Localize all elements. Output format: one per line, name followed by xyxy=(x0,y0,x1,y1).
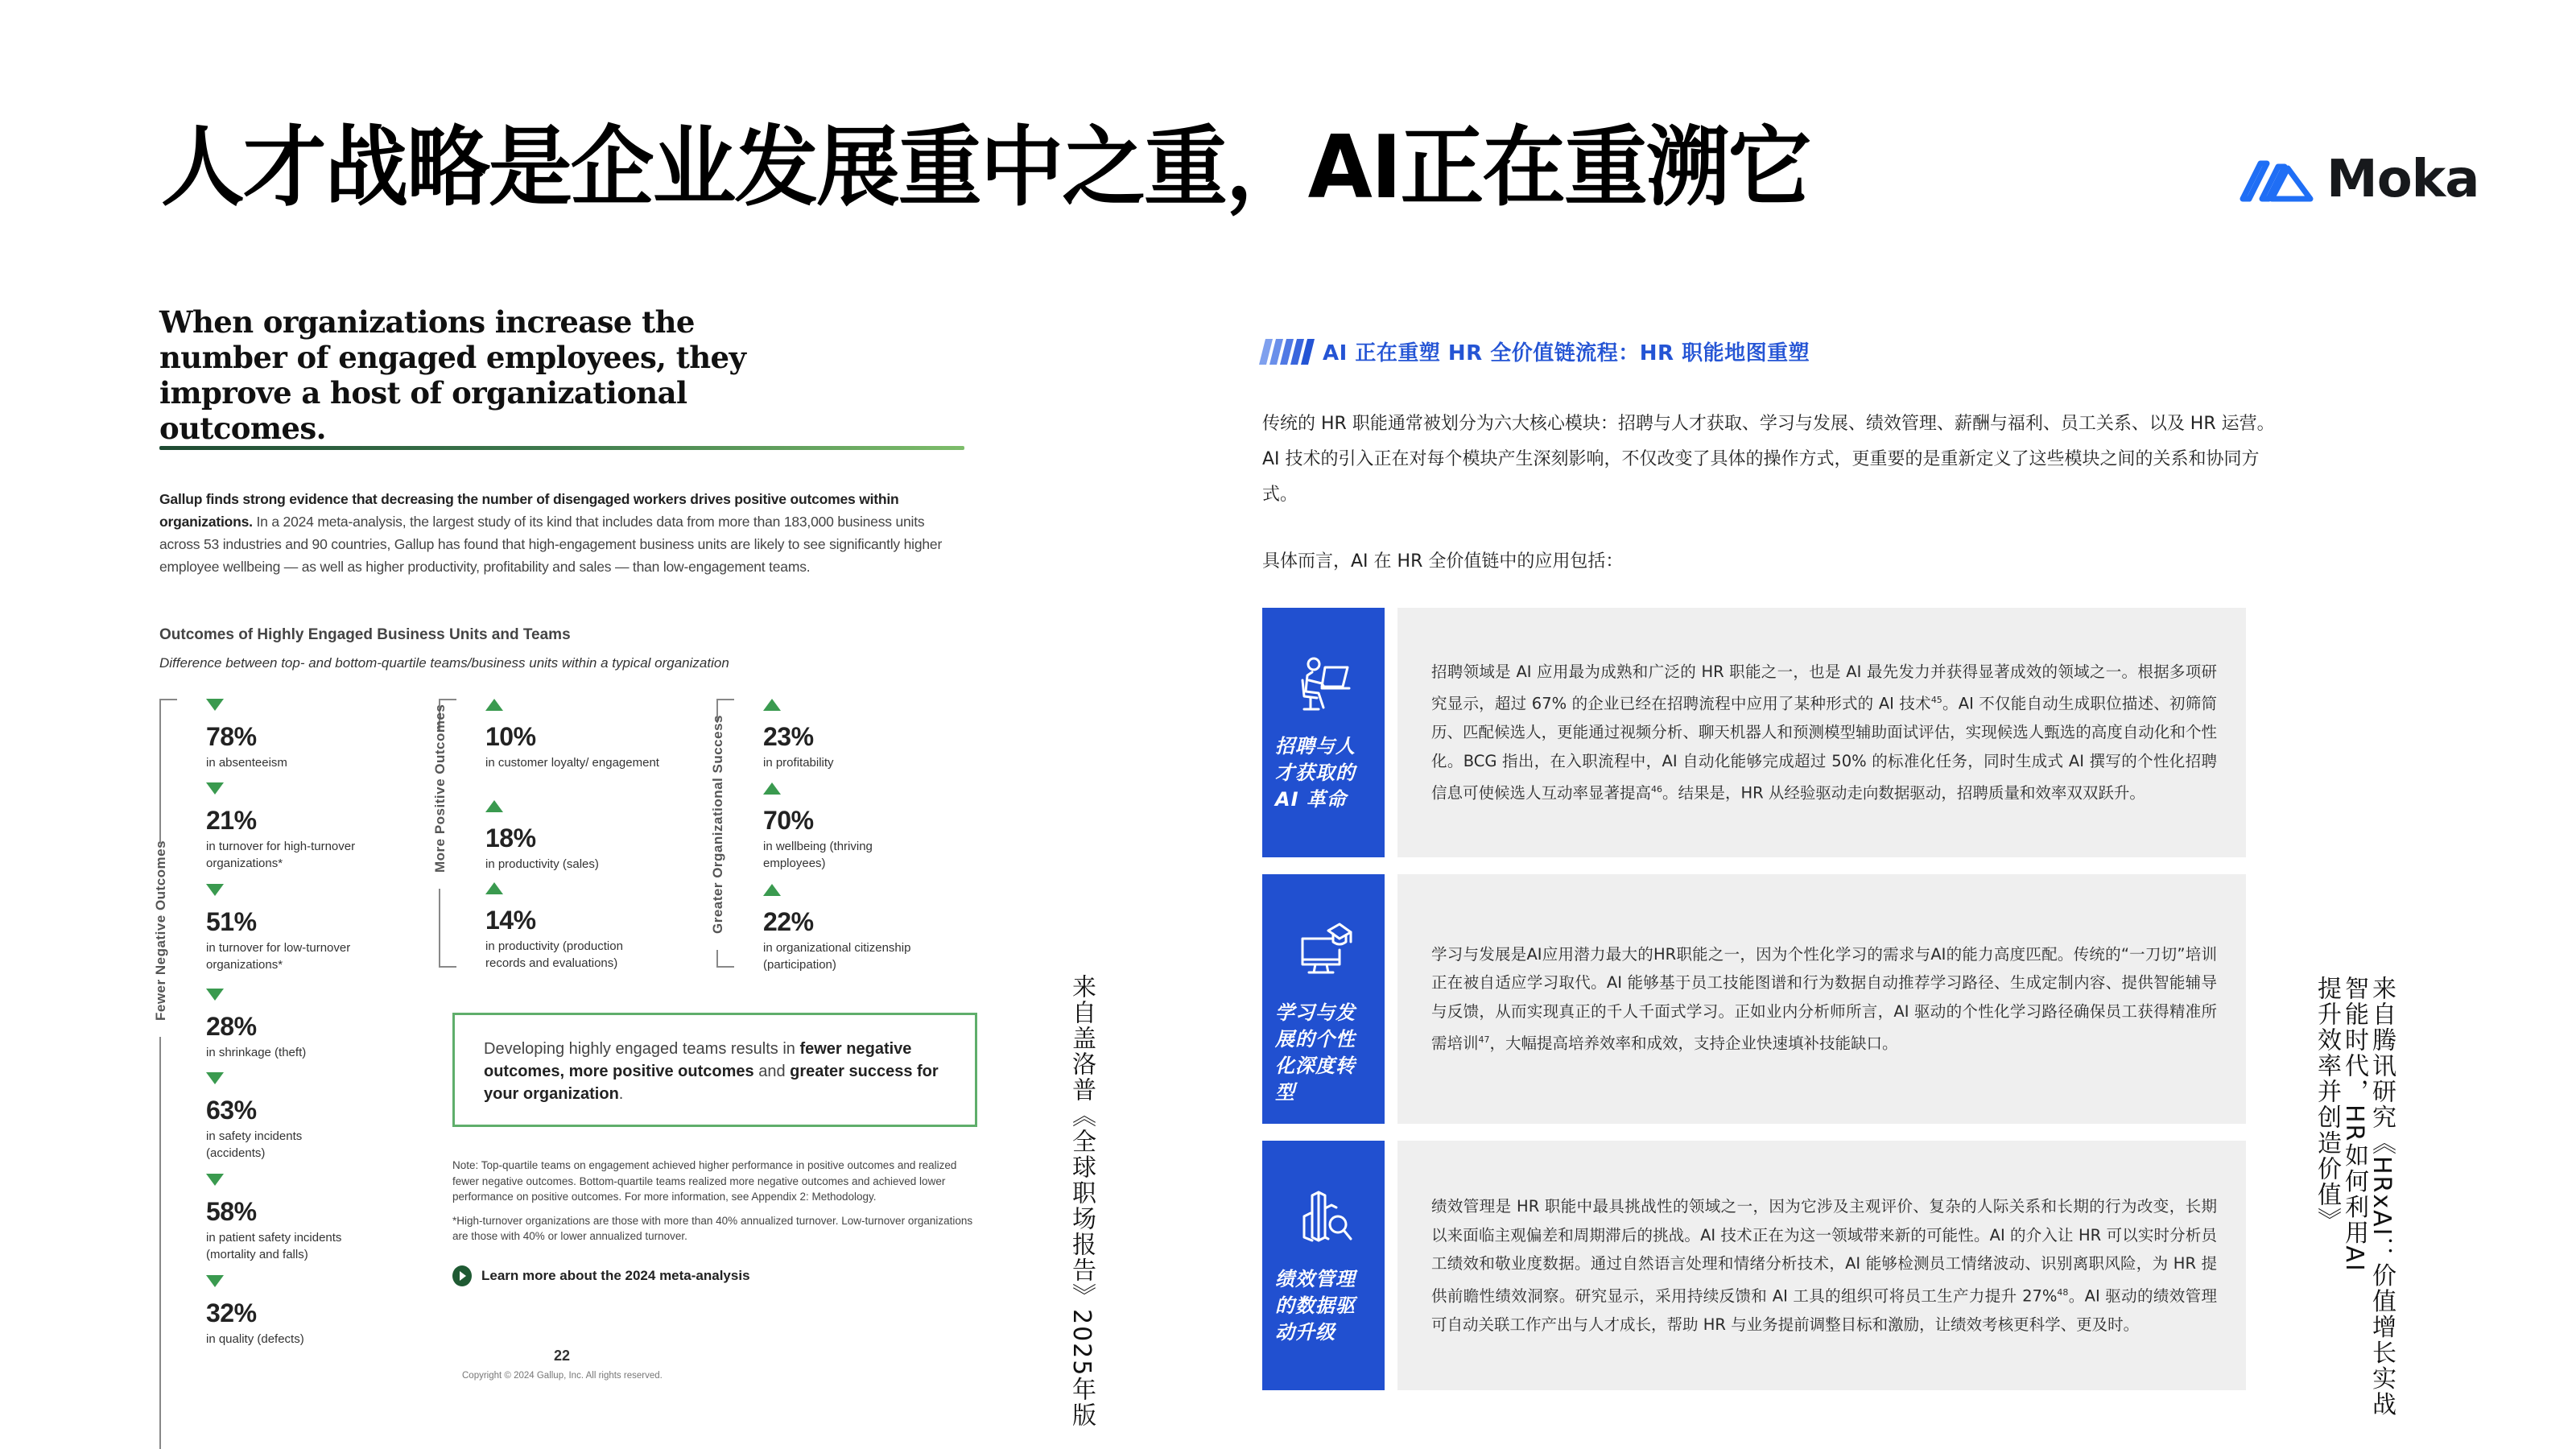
down-arrow-icon xyxy=(206,699,224,711)
bar-chart-magnifier-icon xyxy=(1298,1189,1352,1249)
section-header xyxy=(1262,336,1810,366)
stat-value: 10% xyxy=(485,722,536,751)
gallup-headline: When organizations increase the number of engaged employees, they improve a host of organizational outcomes. xyxy=(159,304,746,446)
callout-text: . xyxy=(618,1085,624,1103)
person-at-computer-icon xyxy=(1298,656,1352,716)
lead-sentence: 具体而言，AI 在 HR 全价值链中的应用包括： xyxy=(1262,551,1624,572)
stat-value: 58% xyxy=(206,1197,257,1226)
card-performance xyxy=(1262,1141,2246,1390)
up-arrow-icon xyxy=(485,882,503,894)
source-caption-tencent-line3: 提升效率并创造价值》 xyxy=(2313,976,2341,1233)
stat-item xyxy=(206,782,383,872)
stat-desc: in wellbeing (thriving employees) xyxy=(763,840,873,870)
card-text xyxy=(1431,940,2217,1059)
up-arrow-icon xyxy=(763,884,781,896)
card-body xyxy=(1397,608,2246,857)
stat-item xyxy=(206,1174,375,1263)
stat-value: 78% xyxy=(206,722,257,751)
text-part: 。AI 不仅能自动生成职位描述、初筛简历、匹配候选人，更能通过视频分析、聊天机器人和预测模型辅助面试评估，实现候选人甄选的高度自动化和个性化。BCG 指出，在入职流程中，AI 自动化能够完成超过 50% 的标准化任务，同时生成式 AI 撰写的个性化招聘信息可使候选人互动率显著提高 xyxy=(1431,694,2217,803)
stat-desc: in productivity (production records and evaluations) xyxy=(485,939,623,970)
stat-item xyxy=(763,699,1005,771)
learn-more-link[interactable] xyxy=(452,1265,750,1286)
stat-desc: in quality (defects) xyxy=(206,1332,304,1346)
stat-item xyxy=(485,699,663,771)
monitor-graduation-cap-icon xyxy=(1298,923,1352,982)
stat-value: 14% xyxy=(485,906,536,935)
intro-bold: Gallup finds strong evidence that decreasing the number of disengaged workers drives positive outcomes within organizations. xyxy=(159,491,899,530)
stat-desc: in turnover for high-turnover organizations* xyxy=(206,840,356,870)
moka-logo xyxy=(2240,150,2479,209)
stat-desc: in customer loyalty/ engagement xyxy=(485,756,659,770)
up-arrow-icon xyxy=(485,699,503,711)
stat-desc: in productivity (sales) xyxy=(485,857,599,871)
card-body xyxy=(1397,874,2246,1124)
stat-desc: in patient safety incidents (mortality and falls) xyxy=(206,1231,342,1261)
intro-body: In a 2024 meta-analysis, the largest study of its kind that includes data from more than 183,000 business units across 53 industries and 90 countries, Gallup has found that high-engagement business units are likely to see significantly higher employee wellbeing — as well as higher productivity, profitability and sales — than low-engagement teams. xyxy=(159,514,943,575)
callout-text: Developing highly engaged teams results in xyxy=(484,1040,800,1058)
card-label: 学习与发展的个性化深度转型 xyxy=(1275,1001,1356,1104)
intro-paragraph: 传统的 HR 职能通常被划分为六大核心模块：招聘与人才获取、学习与发展、绩效管理、薪酬与福利、员工关系、以及 HR 运营。AI 技术的引入正在对每个模块产生深刻影响，不仅改变了具体的操作方式，更重要的是重新定义了这些模块之间的关系和协同方式。 xyxy=(1262,414,2275,505)
green-divider xyxy=(159,446,964,450)
stat-value: 63% xyxy=(206,1096,257,1125)
card-text xyxy=(1431,658,2217,808)
text-part: 。结果是，HR 从经验驱动走向数据驱动，招聘质量和效率双双跃升。 xyxy=(1662,783,2145,803)
group-label: Greater Organizational Success xyxy=(710,715,725,934)
down-arrow-icon xyxy=(206,1174,224,1186)
stat-item xyxy=(485,800,727,873)
down-arrow-icon xyxy=(206,1275,224,1287)
methodology-note xyxy=(452,1158,984,1245)
stat-desc: in shrinkage (theft) xyxy=(206,1046,307,1059)
source-caption-gallup: 来自盖洛普《全球职场报告》2025年版 xyxy=(1067,974,1096,1429)
source-caption-tencent-line2: 智能时代，HR如何利用AI xyxy=(2340,976,2368,1273)
text-part: 学习与发展是AI应用潜力最大的HR职能之一，因为个性化学习的需求与AI的能力高度匹配。传统的“一刀切”培训正在被自适应学习取代。AI 能够基于员工技能图谱和行为数据自动推荐学习路径、生成定制内容、提供智能辅导与反馈，从而实现真正的千人千面式学习。正如业内分析师所言，AI 驱动的个性化学习路径确保员工获得精准所需培训 xyxy=(1431,944,2217,1053)
page-number: 22 xyxy=(554,1348,571,1364)
stat-desc: in profitability xyxy=(763,756,834,770)
card-body xyxy=(1397,1141,2246,1390)
stat-value: 21% xyxy=(206,806,257,835)
stat-value: 70% xyxy=(763,806,814,835)
card-text xyxy=(1431,1192,2217,1339)
group-label: More Positive Outcomes xyxy=(432,704,448,873)
footnote-ref: 46 xyxy=(1651,784,1663,795)
stripes-icon xyxy=(1259,339,1315,365)
gallup-intro xyxy=(159,488,956,578)
text-part: ，大幅提高培养效率和成效，支持企业快速填补技能缺口。 xyxy=(1489,1034,1898,1053)
callout-box xyxy=(452,1013,977,1127)
card-label: 绩效管理的数据驱动升级 xyxy=(1275,1268,1356,1344)
play-circle-icon xyxy=(452,1265,472,1286)
down-arrow-icon xyxy=(206,1072,224,1084)
up-arrow-icon xyxy=(485,800,503,812)
card-learning xyxy=(1262,874,2246,1124)
copyright: Copyright © 2024 Gallup, Inc. All rights reserved. xyxy=(462,1371,663,1381)
chart-title: Outcomes of Highly Engaged Business Units and Teams xyxy=(159,626,571,643)
stat-value: 18% xyxy=(485,824,536,852)
footnote-text: *High-turnover organizations are those with more than 40% annualized turnover. Low-turnover organizations are those with 40% or lower annualized turnover. xyxy=(452,1214,973,1242)
text-part: 招聘领域是 AI 应用最为成熟和广泛的 HR 职能之一，也是 AI 最先发力并获得显著成效的领域之一。根据多项研究显示，超过 67% 的企业已经在招聘流程中应用了某种形式的 AI 技术 xyxy=(1431,662,2217,713)
bracket-bottom xyxy=(159,1037,177,1449)
stat-value: 22% xyxy=(763,907,814,936)
up-arrow-icon xyxy=(763,782,781,795)
stat-desc: in safety incidents (accidents) xyxy=(206,1129,303,1160)
card-label: 招聘与人才获取的 AI 革命 xyxy=(1275,735,1356,811)
text-part: 。AI 驱动的绩效管理可自动关联工作产出与人才成长，帮助 HR 与业务提前调整目标和激励，让绩效考核更科学、更及时。 xyxy=(1431,1286,2217,1334)
stat-desc: in absenteeism xyxy=(206,756,287,770)
chart-subtitle: Difference between top- and bottom-quartile teams/business units within a typical organization xyxy=(159,655,729,671)
stat-item xyxy=(206,699,448,771)
group-label: Fewer Negative Outcomes xyxy=(153,840,168,1021)
stat-item xyxy=(485,882,663,972)
down-arrow-icon xyxy=(206,782,224,795)
stat-item xyxy=(763,884,932,973)
footnote-ref: 48 xyxy=(2057,1286,2069,1298)
bracket-top xyxy=(159,699,177,844)
stat-desc: in organizational citizenship (participation) xyxy=(763,941,911,972)
moka-mountain-logo-icon xyxy=(2240,157,2314,202)
bracket-bottom xyxy=(439,889,456,968)
footnote-ref: 45 xyxy=(1930,695,1942,706)
callout-bold: fewer negative outcomes, more positive outcomes xyxy=(484,1040,912,1080)
learn-more-label: Learn more about the 2024 meta-analysis xyxy=(481,1268,750,1283)
card-recruiting xyxy=(1262,608,2246,857)
brand-name: Moka xyxy=(2326,150,2479,209)
stat-item xyxy=(206,1072,343,1162)
stat-item xyxy=(206,884,383,973)
stat-desc: in turnover for low-turnover organizations* xyxy=(206,941,351,972)
slide-title: 人才战略是企业发展重中之重，AI正在重溯它 xyxy=(161,118,1810,218)
source-caption-tencent-line1: 来自腾讯研究《HRxAI：价值增长实战 xyxy=(2368,976,2396,1418)
bracket-bottom xyxy=(716,950,734,968)
card-side xyxy=(1262,608,1385,857)
stat-value: 23% xyxy=(763,722,814,751)
stat-item xyxy=(206,989,448,1061)
up-arrow-icon xyxy=(763,699,781,711)
section-title: AI 正在重塑 HR 全价值链流程：HR 职能地图重塑 xyxy=(1323,341,1810,365)
callout-bold: greater success for your organization xyxy=(484,1063,939,1103)
text-part: 绩效管理是 HR 职能中最具挑战性的领域之一，因为它涉及主观评价、复杂的人际关系和长期的行为改变，长期以来面临主观偏差和周期滞后的挑战。AI 技术正在为这一领域带来新的可能性。AI 的介入让 HR 可以实时分析员工绩效和敬业度数据。通过自然语言处理和情绪分析技术，AI 能够检测员工情绪波动、识别离职风险，为 HR 提供前瞻性绩效洞察。研究显示，采用持续反馈和 AI 工具的组织可将员工生产力提升 27% xyxy=(1431,1197,2217,1305)
down-arrow-icon xyxy=(206,884,224,896)
stat-item xyxy=(763,782,908,872)
card-side xyxy=(1262,1141,1385,1390)
note-text: Note: Top-quartile teams on engagement achieved higher performance in positive outcomes and realized fewer negative outcomes. Bottom-quartile teams realized more negative outcomes and achieved lower performance on positive outcomes. For more information, see Appendix 2: Methodology. xyxy=(452,1159,957,1203)
gallup-report-page xyxy=(153,304,973,1383)
stat-value: 28% xyxy=(206,1012,257,1041)
footnote-ref: 47 xyxy=(1478,1034,1490,1046)
stat-item xyxy=(206,1275,448,1348)
callout-text: and xyxy=(753,1063,791,1080)
down-arrow-icon xyxy=(206,989,224,1001)
stat-value: 51% xyxy=(206,907,257,936)
stat-value: 32% xyxy=(206,1298,257,1327)
card-side xyxy=(1262,874,1385,1124)
